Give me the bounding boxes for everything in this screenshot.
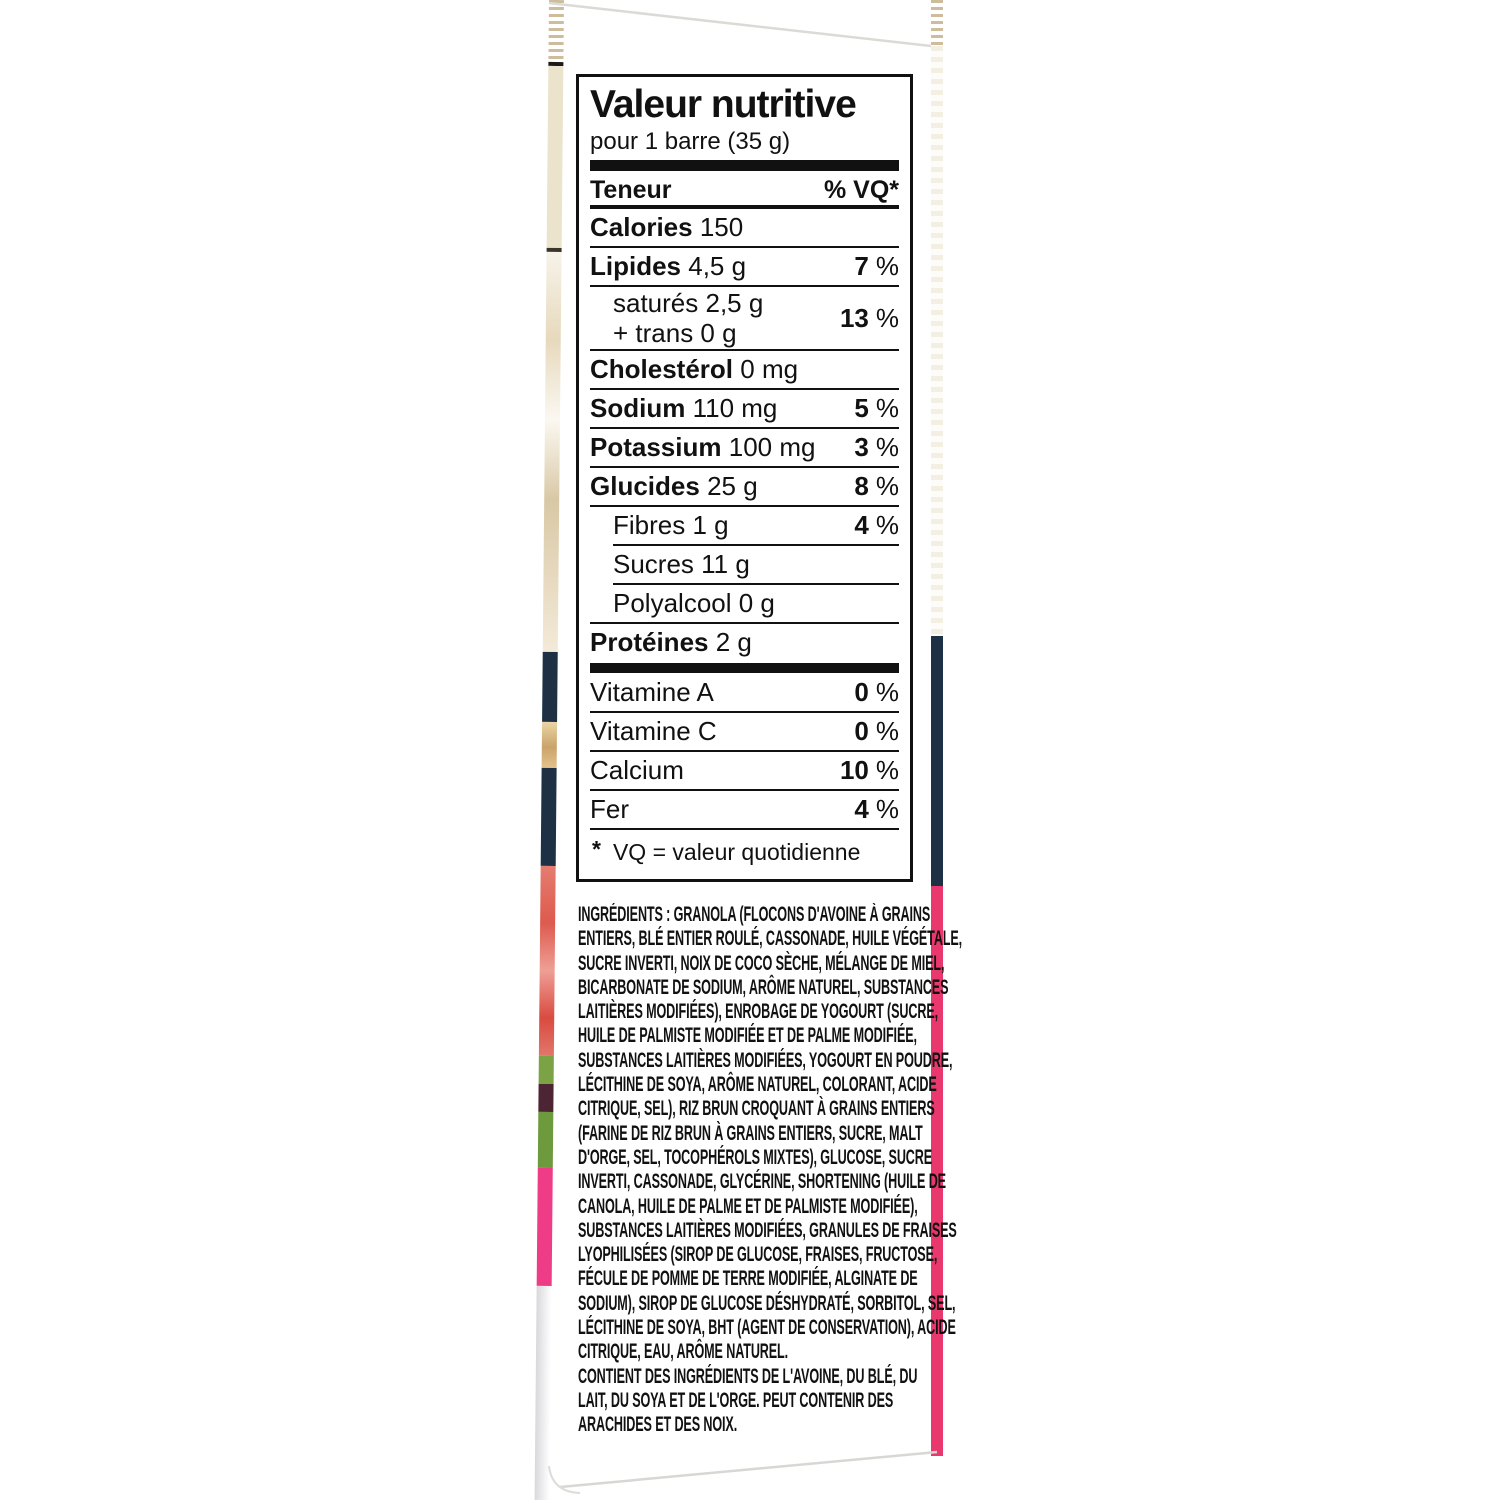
vitamin-a-row [590,674,899,711]
iron-row [590,791,899,828]
protein-value: 2 g [715,627,752,657]
footnote-text: VQ = valeur quotidienne [612,838,861,865]
ingredients-line: LÉCITHINE DE SOYA, ARÔME NATUREL, COLORANT, ACIDE [578,1073,937,1097]
ingredients-line: (FARINE DE RIZ BRUN À GRAINS ENTIERS, SUCRE, MALT [578,1121,923,1145]
left-edge-magenta-strip [537,1168,553,1286]
ingredients-text [578,903,963,1438]
right-edge-navy-strip [931,636,943,886]
ingredients-line: SUBSTANCES LAITIÈRES MODIFIÉES, YOGOURT EN POUDRE, [578,1048,953,1072]
left-edge-navy-strip [541,768,557,866]
ingredients-line: ARACHIDES ET DES NOIX. [578,1413,738,1437]
fibre-value: 1 g [692,510,729,540]
polyols-row [590,585,899,622]
calcium-row [590,752,899,789]
header-daily-value: % VQ* [823,175,899,204]
ingredients-line: LAIT, DU SOYA ET DE L'ORGE. PEUT CONTENIR DES [578,1388,894,1412]
ingredients-line: D'ORGE, SEL, TOCOPHÉROLS MIXTES), GLUCOSE, SUCRE [578,1145,933,1169]
nutrition-title: Valeur nutritive [590,83,856,126]
ingredients-line: ENTIERS, BLÉ ENTIER ROULÉ, CASSONADE, HUILE VÉGÉTALE, [578,927,963,951]
saturated-dv: 13 % [839,302,899,333]
vitamin-c-row [590,713,899,750]
ingredients-line: INGRÉDIENTS : GRANOLA (FLOCONS D'AVOINE À GRAINS [578,903,931,926]
calcium-label: Calcium [590,755,684,785]
fibre-label: Fibres [613,510,686,540]
fat-label: Lipides [590,251,682,281]
left-edge-dark-berry [538,1084,553,1112]
table-header-row [590,175,899,205]
carbohydrate-dv: 8 % [854,471,899,501]
sodium-row [590,390,899,427]
left-edge-leaf-green [538,1112,554,1168]
vitamin-a-dv: 0 % [854,677,899,707]
potassium-label: Potassium [590,432,722,462]
iron-dv: 4 % [854,794,899,824]
bottom-flap-crease [560,1452,937,1487]
fat-dv: 7 % [854,251,899,281]
ingredients-line: HUILE DE PALMISTE MODIFIÉE ET DE PALME MODIFIÉE, [578,1024,917,1048]
ingredients-line: INVERTI, CASSONADE, GLYCÉRINE, SHORTENING (HUILE DE [578,1170,946,1194]
ingredients-line: LYOPHILISÉES (SIROP DE GLUCOSE, FRAISES, FRUCTOSE, [578,1243,938,1267]
ingredients-section [578,903,963,1438]
ingredients-line: FÉCULE DE POMME DE TERRE MODIFIÉE, ALGINATE DE [578,1267,918,1291]
polyols-value: 0 g [738,588,775,618]
nutrition-facts-table [576,74,913,882]
ingredients-line: CITRIQUE, EAU, ARÔME NATUREL. [578,1340,789,1364]
sugars-row [590,546,899,583]
sugars-label: Sucres [613,549,694,579]
fat-value: 4,5 g [688,251,747,281]
calories-value: 150 [699,212,744,242]
potassium-value: 100 mg [728,432,816,462]
iron-label: Fer [590,794,629,824]
left-edge-serration [548,0,564,62]
left-edge-cream-strip [547,66,564,248]
cholesterol-row [590,351,899,388]
calories-row [590,209,899,246]
left-edge-granola-texture [543,252,562,652]
thick-divider [590,663,899,673]
right-edge-serration [931,0,943,46]
fibre-dv: 4 % [854,510,899,540]
cholesterol-value: 0 mg [740,354,799,384]
footnote-row [590,834,899,870]
saturated-trans-row [590,287,899,349]
polyols-label: Polyalcool [613,588,732,618]
saturated-label: saturés 2,5 g [613,288,764,318]
fat-row [590,248,899,285]
protein-label: Protéines [590,627,709,657]
left-edge-granola-bar [542,722,557,768]
sodium-value: 110 mg [692,393,778,423]
ingredients-line: SUBSTANCES LAITIÈRES MODIFIÉES, GRANULES DE FRAISES [578,1218,957,1242]
vitamin-c-dv: 0 % [854,716,899,746]
ingredients-line: CITRIQUE, SEL), RIZ BRUN CROQUANT À GRAINS ENTIERS [578,1097,935,1121]
trans-label: + trans 0 g [613,318,737,348]
calcium-dv: 10 % [839,755,899,785]
right-edge-bottom [931,1456,943,1500]
carbohydrate-row [590,468,899,505]
left-edge-bottom-fold [535,1286,552,1500]
protein-row [590,624,899,661]
left-edge-strawberry-photo [539,866,556,1056]
sugars-value: 11 g [701,549,750,579]
package-left-edge [535,0,564,1500]
vitamin-c-label: Vitamine C [590,716,717,746]
header-amount: Teneur [590,175,672,204]
carbohydrate-label: Glucides [590,471,700,501]
ingredients-line: LAITIÈRES MODIFIÉES), ENROBAGE DE YOGOURT (SUCRE, [578,1000,939,1024]
bottom-left-corner-curve [549,1466,580,1493]
sodium-label: Sodium [590,393,686,423]
potassium-row [590,429,899,466]
ingredients-line: CONTIENT DES INGRÉDIENTS DE L'AVOINE, DU BLÉ, DU [578,1364,918,1388]
row-rule [590,828,899,830]
top-flap-crease [549,3,931,46]
footnote-asterisk: * [592,835,601,862]
thick-divider [590,160,899,171]
ingredients-line: SODIUM), SIROP DE GLUCOSE DÉSHYDRATÉ, SORBITOL, SEL, [578,1291,956,1315]
right-edge-speckle [931,46,943,636]
left-edge-leaf-green [539,1056,554,1084]
cholesterol-label: Cholestérol [590,354,734,384]
serving-size: pour 1 barre (35 g) [590,128,791,155]
ingredients-line: CANOLA, HUILE DE PALME ET DE PALMISTE MODIFIÉE), [578,1194,918,1218]
left-edge-navy-strip [542,652,558,722]
carbohydrate-value: 25 g [707,471,758,501]
ingredients-line: SUCRE INVERTI, NOIX DE COCO SÈCHE, MÉLANGE DE MIEL, [578,951,945,975]
calories-label: Calories [590,212,693,242]
ingredients-line: LÉCITHINE DE SOYA, BHT (AGENT DE CONSERVATION), ACIDE [578,1316,956,1340]
ingredients-line: BICARBONATE DE SODIUM, ARÔME NATUREL, SUBSTANCES [578,975,949,999]
potassium-dv: 3 % [854,432,899,462]
vitamin-a-label: Vitamine A [590,677,714,707]
fibre-row [590,507,899,544]
sodium-dv: 5 % [854,393,899,423]
